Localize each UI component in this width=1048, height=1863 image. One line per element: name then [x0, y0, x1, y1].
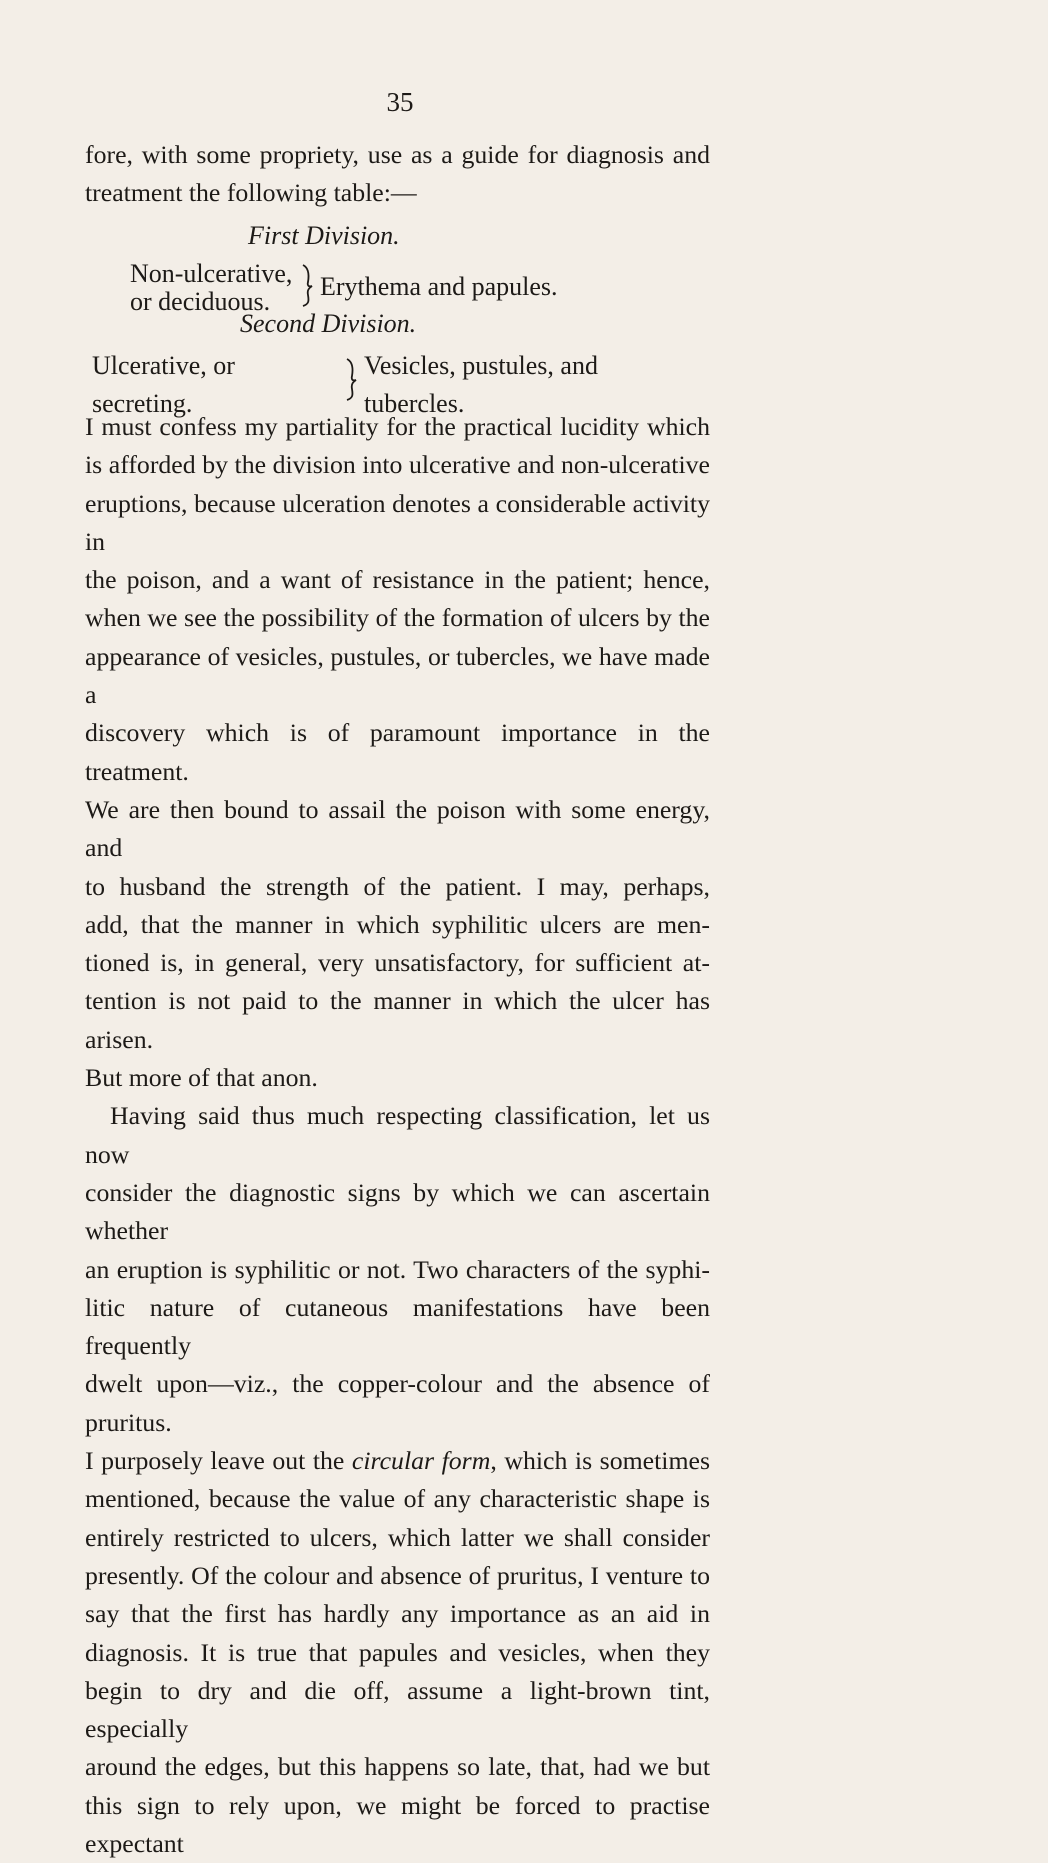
- text-line: to husband the strength of the patient. I may, perhaps,: [85, 871, 710, 901]
- text-line: tioned is, in general, very unsatisfactory, for sufficient at-: [85, 948, 710, 978]
- text-line: say that the first has hardly any importance as an aid in: [85, 1599, 710, 1629]
- first-division-heading: First Division.: [248, 221, 400, 250]
- text-line: dwelt upon—viz., the copper-colour and the absence of pruritus.: [85, 1369, 710, 1437]
- second-division-label: Ulcerative, or: [92, 351, 235, 380]
- text-line: presently. Of the colour and absence of pruritus, I venture to: [85, 1560, 710, 1590]
- text-line: this sign to rely upon, we might be forced to practise expectant: [85, 1790, 710, 1858]
- first-division-description: Erythema and papules.: [320, 272, 558, 301]
- text-line: eruptions, because ulceration denotes a considerable activity in: [85, 488, 710, 556]
- body-text: [85, 408, 710, 1863]
- text-line: add, that the manner in which syphilitic ulcers are men-: [85, 909, 710, 939]
- second-division-label: secreting.: [92, 389, 193, 418]
- italic-phrase: circular form: [351, 1446, 491, 1476]
- text-line: I must confess my partiality for the practical lucidity which: [85, 412, 710, 441]
- right-brace-icon: [345, 358, 358, 401]
- text-line: [85, 1442, 710, 1480]
- text-line: the poison, and a want of resistance in the patient; hence,: [85, 565, 710, 595]
- text-line: when we see the possibility of the formation of ulcers by the: [85, 603, 710, 633]
- text-line: around the edges, but this happens so late, that, had we but: [85, 1752, 710, 1782]
- text-line: Having said thus much respecting classification, let us now: [85, 1101, 710, 1169]
- text-line: We are then bound to assail the poison with some energy, and: [85, 794, 710, 863]
- text-segment: , which is sometimes: [490, 1446, 710, 1476]
- text-line: diagnosis. It is true that papules and vesicles, when they: [85, 1637, 710, 1667]
- introductory-text: [85, 136, 710, 213]
- text-line: litic nature of cutaneous manifestations have been frequently: [85, 1292, 710, 1361]
- first-division-label: or deciduous.: [130, 287, 271, 316]
- second-division-description: tubercles.: [364, 389, 465, 418]
- text-line: treatment the following table:—: [85, 178, 417, 208]
- text-line: entirely restricted to ulcers, which latter we shall consider: [85, 1522, 710, 1552]
- second-division-description: Vesicles, pustules, and: [364, 351, 598, 380]
- text-line: But more of that anon.: [85, 1063, 318, 1093]
- text-line: tention is not paid to the manner in which the ulcer has arisen.: [85, 986, 710, 1054]
- first-division-label: Non-ulcerative,: [130, 259, 293, 288]
- text-line: appearance of vesicles, pustules, or tubercles, we have made a: [85, 641, 710, 710]
- page-number: 35: [386, 87, 414, 117]
- right-brace-icon: [301, 264, 314, 307]
- text-line: an eruption is syphilitic or not. Two characters of the syphi-: [85, 1254, 710, 1284]
- text-line: mentioned, because the value of any characteristic shape is: [85, 1484, 710, 1514]
- text-line: fore, with some propriety, use as a guide for diagnosis and: [85, 140, 710, 169]
- text-segment: I purposely leave out the: [85, 1446, 352, 1476]
- text-line: is afforded by the division into ulcerative and non-ulcerative: [85, 450, 710, 480]
- text-line: consider the diagnostic signs by which we can ascertain whether: [85, 1177, 710, 1246]
- second-division-heading: Second Division.: [240, 309, 417, 338]
- text-line: discovery which is of paramount importance in the treatment.: [85, 718, 710, 786]
- text-line: begin to dry and die off, assume a light-brown tint, especially: [85, 1675, 710, 1744]
